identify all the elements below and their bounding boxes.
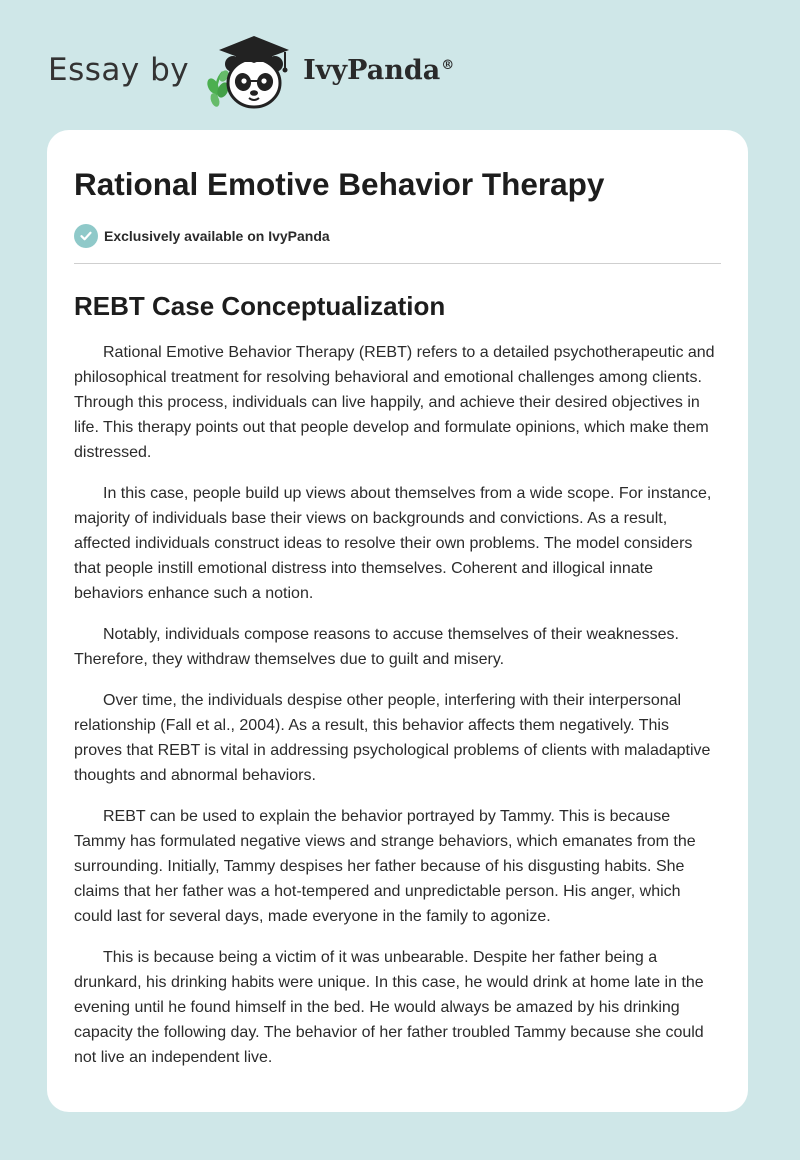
article-card bbox=[47, 130, 748, 1112]
paragraph: This is because being a victim of it was unbearable. Despite her father being a drunkard, his drinking habits were unique. In this case, he would drink at home late in the evening until he found himself in the bed. He would always be amazed by his drinking capacity the following day. The behavior of her father troubled Tammy because she could not live an independent live. bbox=[74, 949, 704, 1066]
paragraph: Rational Emotive Behavior Therapy (REBT) refers to a detailed psychotherapeutic and philosophical treatment for resolving behavioral and emotional challenges among clients. Through this process, individuals can live happily, and achieve their desired objectives in life. This therapy points out that people develop and formulate opinions, which make them distressed. bbox=[74, 344, 715, 461]
brand-header[interactable] bbox=[48, 30, 454, 110]
exclusive-badge-label: Exclusively available on IvyPanda bbox=[104, 228, 330, 244]
section-heading: REBT Case Conceptualization bbox=[74, 291, 446, 321]
page-title: Rational Emotive Behavior Therapy bbox=[74, 166, 605, 202]
brand-name: IvyPanda® bbox=[303, 54, 455, 86]
paragraph: In this case, people build up views about themselves from a wide scope. For instance, majority of individuals base their views on backgrounds and convictions. As a result, affected individuals construct ideas to resolve their own problems. The model considers that people instill emotional distress into themselves. Coherent and illogical innate behaviors enhance such a notion. bbox=[74, 485, 712, 602]
check-circle-icon bbox=[74, 224, 98, 248]
paragraph: Over time, the individuals despise other people, interfering with their interpersonal relationship (Fall et al., 2004). As a result, this behavior affects them negatively. This proves that REBT is vital in addressing psychological problems of clients with maladaptive thoughts and abnormal behaviors. bbox=[74, 692, 711, 784]
panda-graduation-cap-icon bbox=[203, 30, 299, 110]
essay-by-label: Essay by bbox=[48, 52, 190, 88]
paragraph: Notably, individuals compose reasons to accuse themselves of their weaknesses. Therefore, they withdraw themselves due to guilt and misery. bbox=[74, 626, 679, 668]
paragraph: REBT can be used to explain the behavior portrayed by Tammy. This is because Tammy has formulated negative views and strange behaviors, which emanates from the surrounding. Initially, Tammy despises her father because of his disgusting habits. She claims that her father was a hot-tempered and unpredictable person. His anger, which could last for several days, made everyone in the family to agonize. bbox=[74, 808, 696, 925]
article-body bbox=[74, 340, 721, 1070]
divider bbox=[74, 263, 721, 264]
registered-mark: ® bbox=[441, 57, 455, 73]
exclusive-badge bbox=[74, 222, 721, 250]
